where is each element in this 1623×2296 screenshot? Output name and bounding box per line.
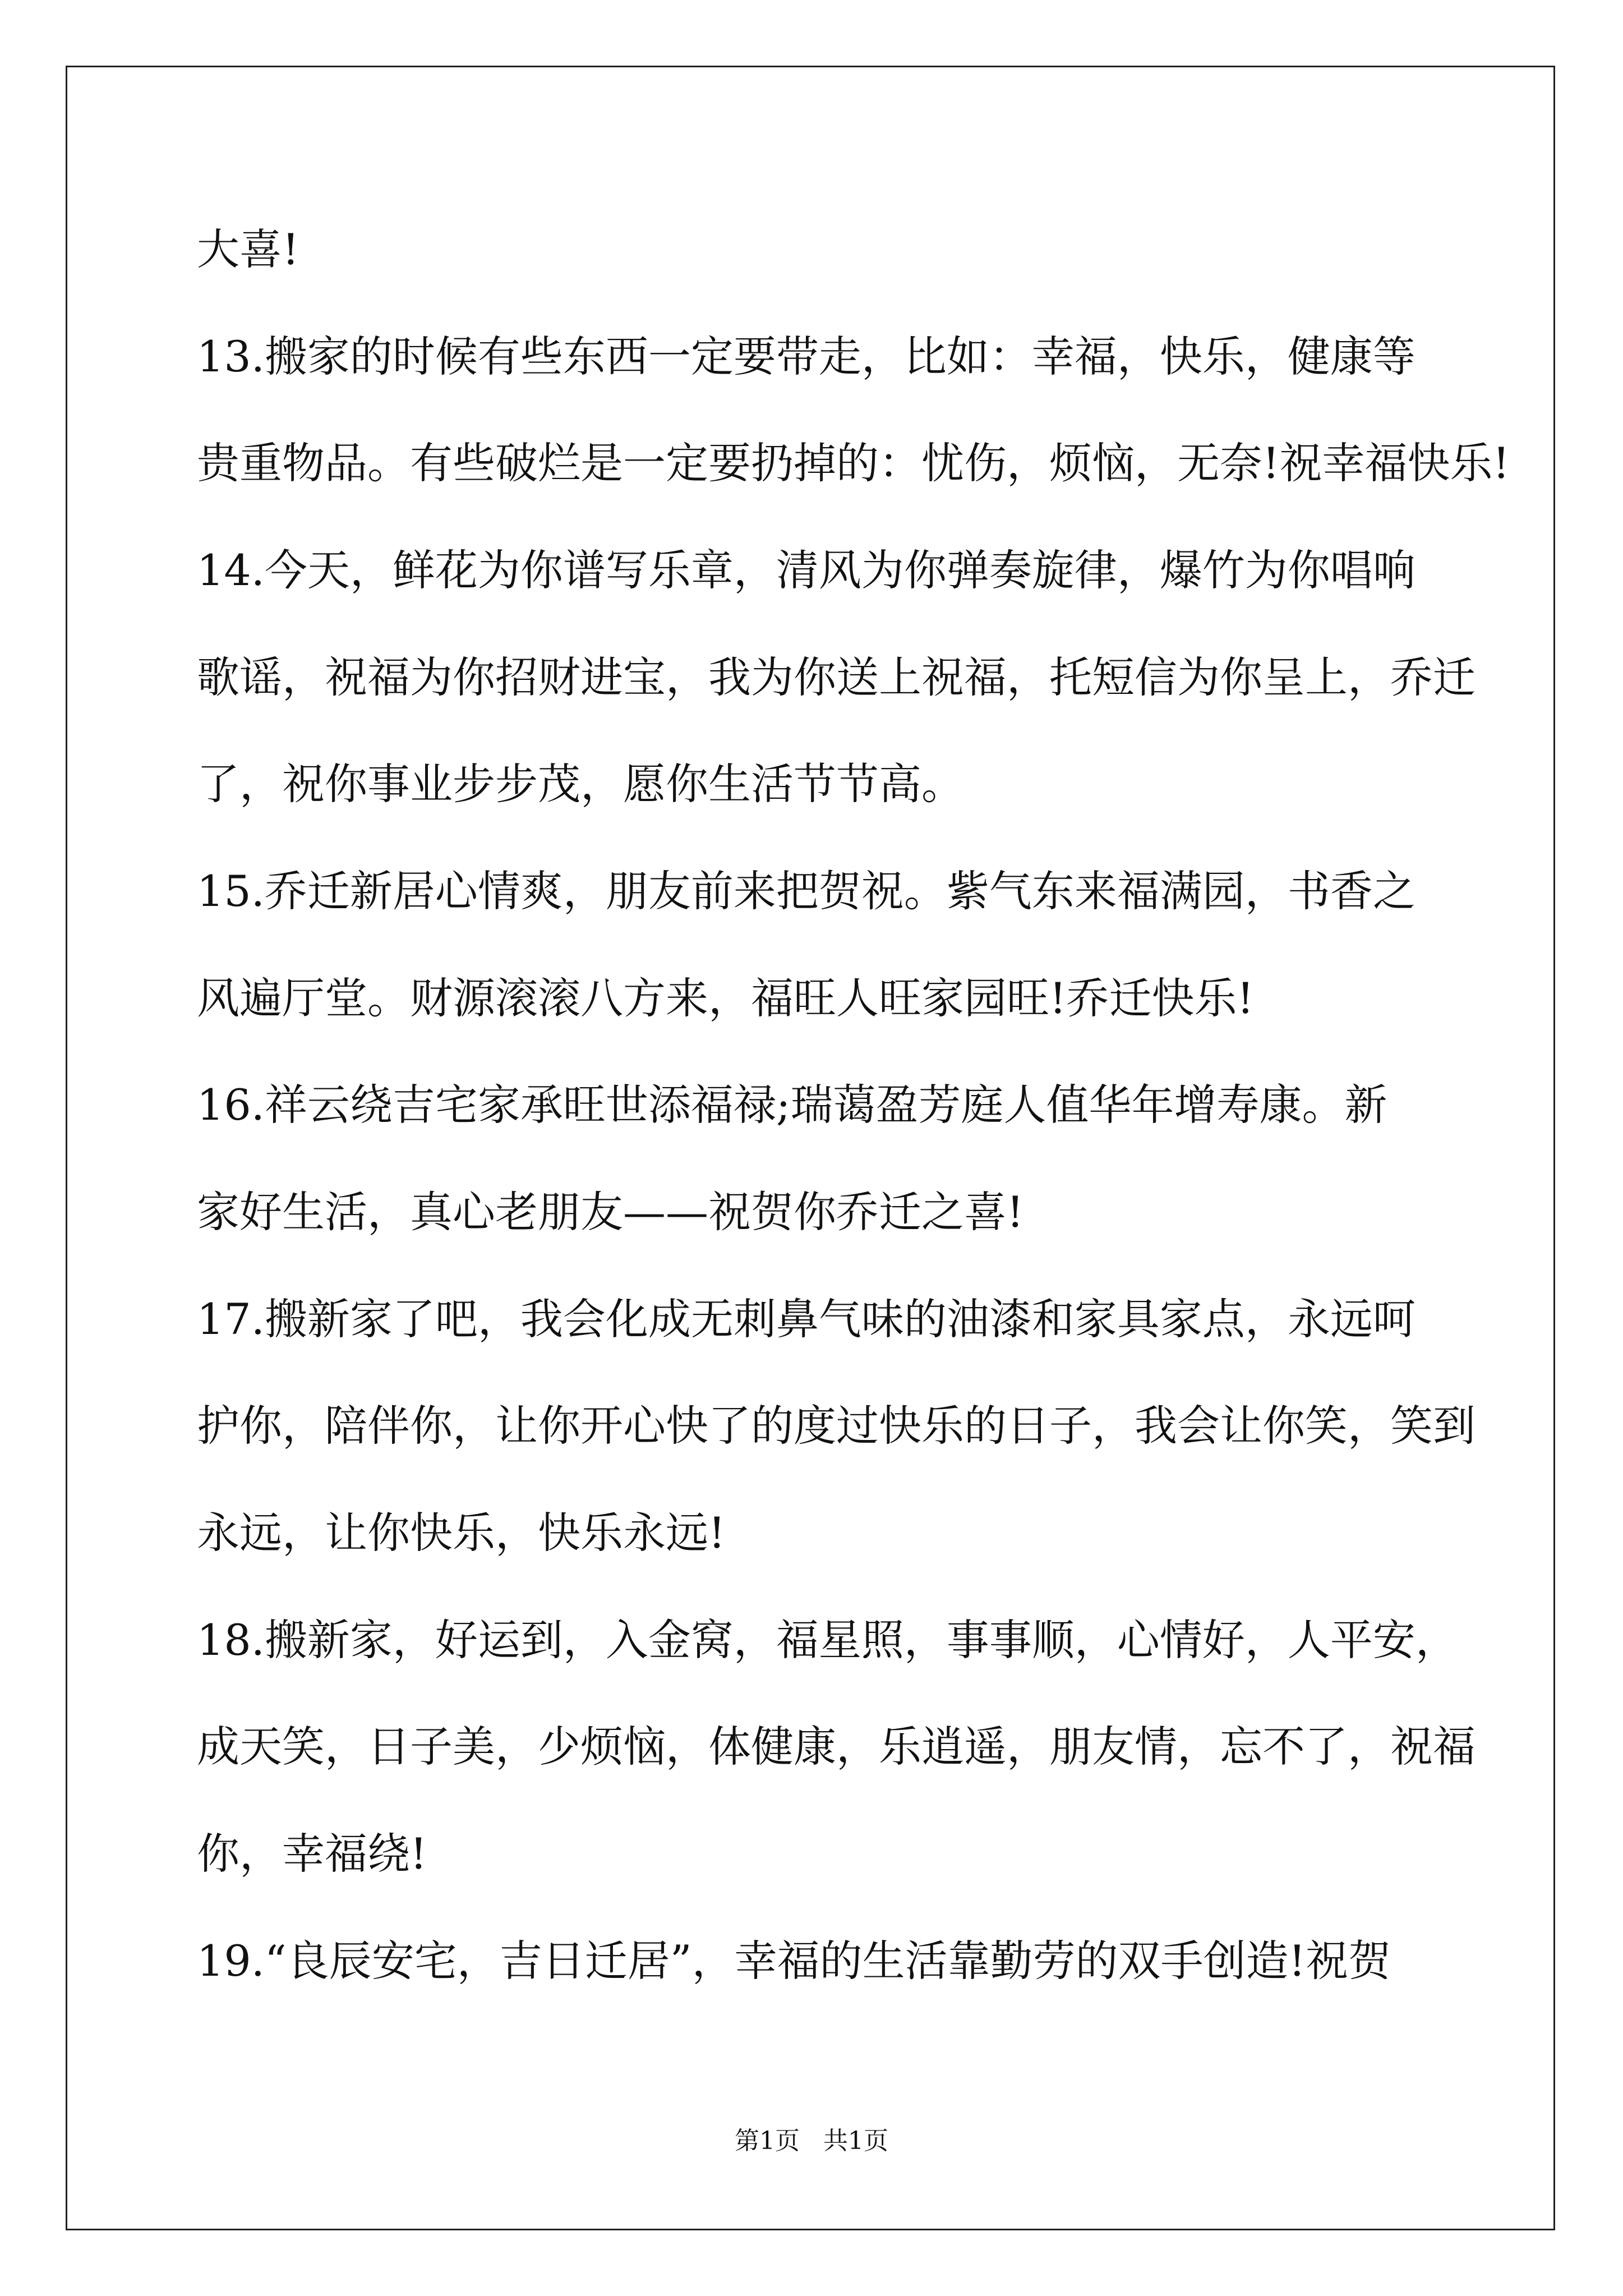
text-line: 18.搬新家，好运到，入金窝，福星照，事事顺，心情好，人平安， [197,1615,1458,1665]
text-line: 歌谣，祝福为你招财进宝，我为你送上祝福，托短信为你呈上，乔迁 [197,652,1476,702]
text-line: 贵重物品。有些破烂是一定要扔掉的：忧伤，烦恼，无奈!祝幸福快乐! [197,438,1510,488]
text-line: 成天笑，日子美，少烦恼，体健康，乐逍遥，朋友情，忘不了，祝福 [197,1722,1476,1772]
text-line: 风遍厅堂。财源滚滚八方来，福旺人旺家园旺!乔迁快乐! [197,973,1255,1023]
text-line: 16.祥云绕吉宅家承旺世添福禄;瑞蔼盈芳庭人值华年增寿康。新 [197,1080,1387,1130]
text-line: 15.乔迁新居心情爽，朋友前来把贺祝。紫气东来福满园，书香之 [197,866,1415,916]
text-line: 17.搬新家了吧，我会化成无刺鼻气味的油漆和家具家点，永远呵 [197,1294,1415,1344]
text-line: 家好生活，真心老朋友——祝贺你乔迁之喜! [197,1187,1024,1237]
text-line: 14.今天，鲜花为你谱写乐章，清风为你弹奏旋律，爆竹为你唱响 [197,545,1415,595]
text-line: 13.搬家的时候有些东西一定要带走，比如：幸福，快乐，健康等 [197,332,1415,381]
page-number-footer: 第1页 共1页 [735,2127,888,2155]
text-line: 你，幸福绕! [197,1829,427,1879]
text-line: 19.“良辰安宅，吉日迁居”，幸福的生活靠勤劳的双手创造!祝贺 [197,1936,1391,1986]
text-line: 大喜! [197,224,299,274]
text-line: 了，祝你事业步步茂，愿你生活节节高。 [197,759,964,809]
text-line: 永远，让你快乐，快乐永远! [197,1508,726,1558]
page-border [66,66,1555,2230]
text-line: 护你，陪伴你，让你开心快了的度过快乐的日子，我会让你笑，笑到 [197,1401,1476,1451]
